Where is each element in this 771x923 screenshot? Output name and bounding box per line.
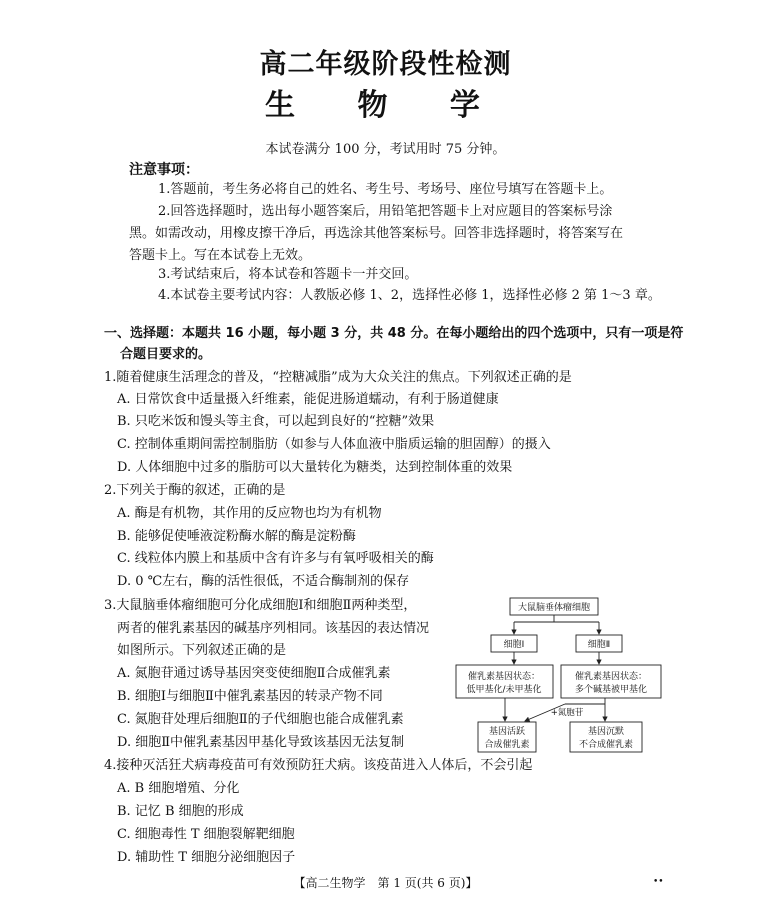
question-option: B. 细胞Ⅰ与细胞Ⅱ中催乳素基因的转录产物不同 xyxy=(117,689,383,704)
diagram-result2-line1: 基因沉默 xyxy=(587,727,625,737)
question-option: B. 只吃米饭和馒头等主食，可以起到良好的“控糖”效果 xyxy=(117,414,435,429)
notice-heading: 注意事项： xyxy=(129,162,199,178)
notice-item: 1.答题前，考生务必将自己的姓名、考生号、考场号、座位号填写在答题卡上。 xyxy=(158,182,613,197)
question-option: A. 日常饮食中适量摄入纤维素，能促进肠道蠕动，有利于肠道健康 xyxy=(117,392,499,407)
question-stem: 2.下列关于酶的叙述，正确的是 xyxy=(104,483,286,498)
page-footer: 【高二生物学 第 1 页(共 6 页)】 xyxy=(293,876,478,890)
diagram-result1-line2: 合成催乳素 xyxy=(484,740,530,750)
question-option: B. 能够促使唾液淀粉酶水解的酶是淀粉酶 xyxy=(117,529,356,544)
question-option: D. 0 ℃左右，酶的活性很低，不适合酶制剂的保存 xyxy=(117,574,410,589)
question-stem: 3.大鼠脑垂体瘤细胞可分化成细胞Ⅰ和细胞Ⅱ两种类型， xyxy=(104,598,417,613)
question-option: D. 辅助性 T 细胞分泌细胞因子 xyxy=(117,850,296,865)
question-option: A. 氮胞苷通过诱导基因突变使细胞Ⅱ合成催乳素 xyxy=(117,666,391,681)
diagram-state2-line2: 多个碱基被甲基化 xyxy=(574,685,648,695)
diagram-cell2-label: 细胞Ⅱ xyxy=(587,640,611,650)
diagram-cell1-label: 细胞Ⅰ xyxy=(503,640,525,650)
question-option: B. 记忆 B 细胞的形成 xyxy=(117,804,244,819)
diagram-top-label: 大鼠脑垂体瘤细胞 xyxy=(517,603,591,613)
exam-title: 高二年级阶段性检测 xyxy=(259,49,512,80)
question-stem-cont: 两者的催乳素基因的碱基序列相同。该基因的表达情况 xyxy=(117,621,430,636)
corner-mark: •• xyxy=(653,877,664,887)
section-heading-cont: 合题目要求的。 xyxy=(120,347,212,362)
question-option: C. 细胞毒性 T 细胞裂解靶细胞 xyxy=(117,827,295,842)
diagram-state1-line2: 低甲基化/未甲基化 xyxy=(466,685,542,695)
exam-intro: 本试卷满分 100 分，考试用时 75 分钟。 xyxy=(265,142,506,157)
diagram-state2-line1: 催乳素基因状态： xyxy=(574,672,648,682)
question-stem: 1.随着健康生活理念的普及，“控糖减脂”成为大众关注的焦点。下列叙述正确的是 xyxy=(104,370,572,385)
question-option: C. 控制体重期间需控制脂肪（如参与人体血液中脂质运输的胆固醇）的摄入 xyxy=(117,437,551,452)
question-option: C. 线粒体内膜上和基质中含有许多与有氧呼吸相关的酶 xyxy=(117,551,434,566)
diagram-result2-line2: 不合成催乳素 xyxy=(578,740,634,750)
diagram-result1-line1: 基因活跃 xyxy=(488,727,526,737)
notice-item: 3.考试结束后，将本试卷和答题卡一并交回。 xyxy=(158,267,418,282)
section-heading: 一、选择题：本题共 16 小题，每小题 3 分，共 48 分。在每小题给出的四个选项中，只有一项是符 xyxy=(104,326,684,341)
question-option: D. 人体细胞中过多的脂肪可以大量转化为糖类，达到控制体重的效果 xyxy=(117,460,513,475)
question-stem-cont: 如图所示。下列叙述正确的是 xyxy=(117,643,287,658)
question-option: D. 细胞Ⅱ中催乳素基因甲基化导致该基因无法复制 xyxy=(117,735,405,750)
notice-item: 2.回答选择题时，选出每小题答案后，用铅笔把答题卡上对应题目的答案标号涂 xyxy=(158,204,613,219)
diagram-treatment-label: +氮胞苷 xyxy=(550,708,584,718)
question-option: A. 酶是有机物，其作用的反应物也均为有机物 xyxy=(117,506,382,521)
notice-item: 4.本试卷主要考试内容：人教版必修 1、2，选择性必修 1，选择性必修 2 第 1～3 章。 xyxy=(158,288,661,303)
question-stem: 4.接种灭活狂犬病毒疫苗可有效预防狂犬病。该疫苗进入人体后，不会引起 xyxy=(104,758,533,773)
question-option: C. 氮胞苷处理后细胞Ⅱ的子代细胞也能合成催乳素 xyxy=(117,712,404,727)
subject-title: 生 物 学 xyxy=(265,88,506,123)
notice-item: 黑。如需改动，用橡皮擦干净后，再选涂其他答案标号。回答非选择题时，将答案写在 xyxy=(129,226,624,241)
notice-item: 答题卡上。写在本试卷上无效。 xyxy=(129,248,312,263)
methylation-diagram xyxy=(455,594,665,754)
diagram-state1-line1: 催乳素基因状态： xyxy=(467,672,541,682)
question-option: A. B 细胞增殖、分化 xyxy=(117,781,240,796)
